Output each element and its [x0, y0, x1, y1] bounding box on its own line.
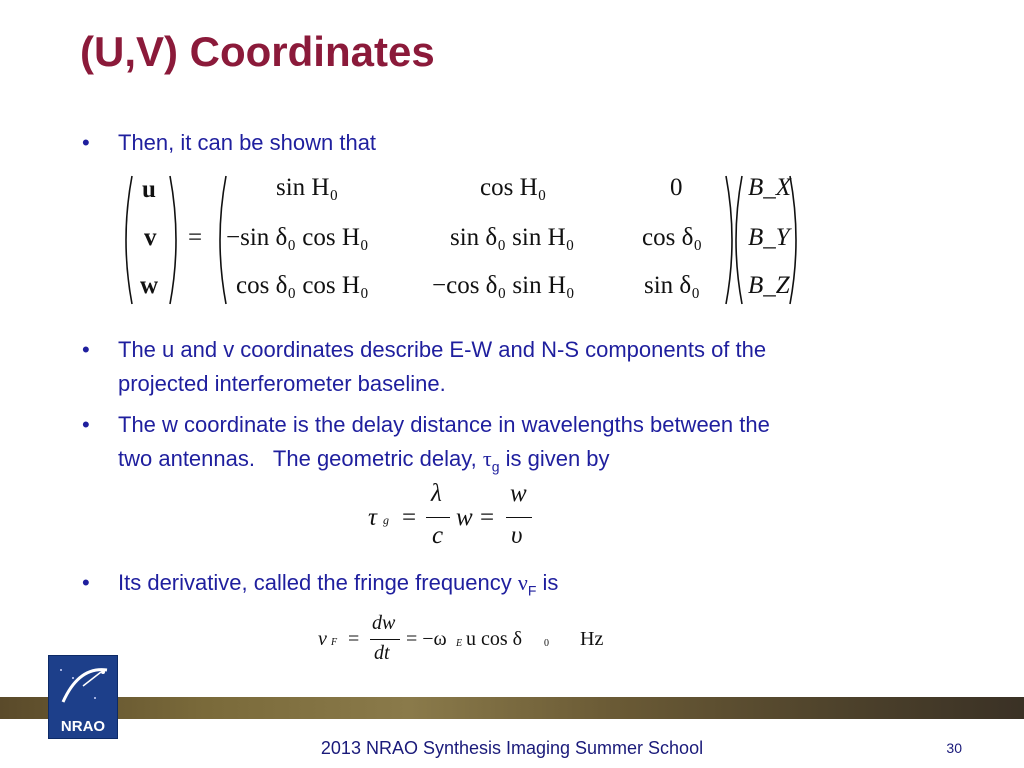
tau-subscript: g [491, 458, 500, 475]
telescope-icon [49, 658, 117, 718]
tau-symbol: τ [482, 446, 492, 471]
vec-w: w [140, 272, 159, 299]
nu-rhs: = −ω [406, 628, 447, 650]
tau-w: w [456, 504, 473, 531]
dw-over-dt [370, 612, 400, 668]
tau-equation [368, 480, 538, 555]
lambda-numerator: λ [431, 480, 442, 507]
bullet-marker: • [82, 570, 90, 595]
matrix-cell-2-1: −cos δ₀ sin H₀ [432, 272, 575, 299]
c-denominator: c [432, 522, 444, 549]
matrix-cell-1-0: −sin δ₀ cos H₀ [226, 224, 369, 251]
upsilon-denominator: υ [511, 522, 523, 549]
matrix-cell-1-1: sin δ₀ sin H₀ [450, 224, 575, 251]
matrix-cell-2-2: sin δ₀ [644, 272, 700, 299]
w-over-upsilon [506, 480, 532, 552]
logo-text: NRAO [60, 718, 106, 735]
footer-band [0, 697, 1024, 719]
bullet-4-text [118, 566, 558, 607]
delta-sub: 0 [544, 638, 549, 649]
bullet-3-line2b: is given by [499, 446, 610, 471]
matrix-cell-1-2: cos δ₀ [642, 224, 703, 251]
bullet-3-line1: The w coordinate is the delay distance in wavelengths between the [118, 412, 770, 437]
omega-sub: E [456, 638, 463, 649]
nu-lhs-sub: F [331, 637, 338, 648]
nu-symbol: ν [517, 570, 528, 595]
slide-title: (U,V) Coordinates [80, 28, 435, 75]
nu-eq1: = [348, 628, 360, 650]
bullet-2-line1: The u and v coordinates describe E-W and N-S components of the [118, 337, 767, 362]
vec-bz: B_Z [748, 272, 790, 299]
footer-text: 2013 NRAO Synthesis Imaging Summer School [320, 738, 704, 758]
bullet-marker: • [82, 130, 90, 155]
bullet-4-textb: is [536, 570, 559, 595]
fringe-frequency-equation [318, 612, 618, 672]
hz-unit: Hz [580, 628, 604, 650]
vec-v: v [144, 224, 157, 251]
dw-numerator: dw [372, 612, 396, 634]
bullet-1-text: Then, it can be shown that [118, 130, 377, 155]
nrao-logo [48, 655, 118, 739]
bullet-marker: • [82, 412, 90, 437]
matrix-cell-0-2: 0 [670, 174, 683, 201]
bullet-2-line2: projected interferometer baseline. [118, 371, 446, 396]
matrix-cell-0-0: sin H₀ [276, 174, 339, 201]
matrix-equation [118, 170, 808, 310]
nu-subscript: F [527, 582, 537, 599]
tau-lhs-sub: g [383, 513, 389, 527]
matrix-cell-2-0: cos δ₀ cos H₀ [236, 272, 369, 299]
bullet-3-line2a: two antennas. The geometric delay, [118, 446, 483, 471]
matrix-cell-0-1: cos H₀ [480, 174, 547, 201]
dt-denominator: dt [374, 642, 390, 664]
vec-u: u [142, 176, 156, 203]
tau-eq1: = [402, 504, 417, 531]
vec-bx: B_X [748, 174, 792, 201]
nu-rest: u cos δ [466, 628, 523, 650]
tau-eq2: = [480, 504, 495, 531]
page-number: 30 [946, 740, 962, 756]
lambda-over-c [426, 480, 450, 552]
bullet-4-texta: Its derivative, called the fringe frequency [118, 570, 518, 595]
nu-lhs: ν [318, 628, 327, 650]
bullet-3-line2 [118, 442, 610, 483]
w-numerator: w [510, 480, 527, 507]
bullet-marker: • [82, 337, 90, 362]
tau-lhs: τ [368, 504, 377, 531]
equals-sign: = [188, 224, 203, 251]
vec-by: B_Y [748, 224, 790, 251]
